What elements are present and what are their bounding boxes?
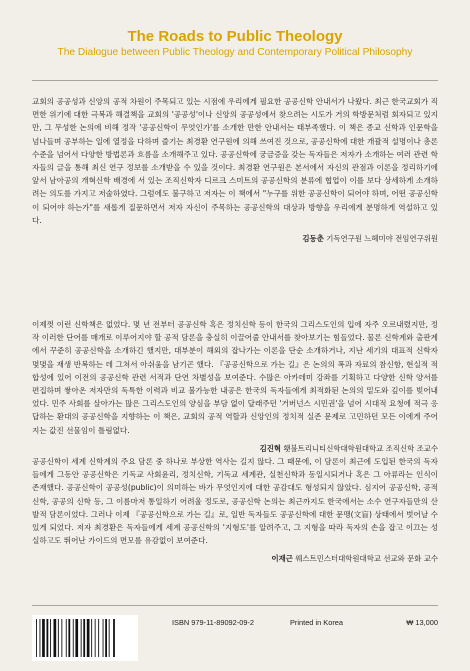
review-1-affiliation: 기독연구원 느헤미야 전임연구위원 <box>326 234 438 244</box>
review-3-attribution <box>32 553 438 564</box>
review-3-text: 공공신학이 세계 신학계의 주요 담론 중 하나로 부상한 역사는 길지 않다. 그 때문에, 이 담론이 최근에 도입된 한국의 독자들에게 그동안 공공신학은 기독교 사회윤리, 정치신학, 기독교 세계관, 실천신학과 동일시되거나 혹은 그 아류라는 인식이 존재했다. 공공신학이 공공성(public)이 의미하는 바가 무엇인지에 대한 공감대도 형성되지 않았다. 심지어 공공신학, 공적신학, 공공의 신학 등, 그 이름마저 통일하기 어려울 정도로, 공공신학 논의는 최근까지도 한국에서는 소수 연구자들만의 산발적 담론이었다. 그러나 이제 『공공신학으로 가는 길』로, 일반 독자들도 공공신학에 대한 문맹(文盲) 상태에서 벗어날 수 있게 되었다. 저자 최경환은 독자들에게 세계 공공신학의 '지형도'를 알려주고, 그 지형을 따라 독자의 손을 잡고 이끄는 성실하고도 뛰어난 가이드의 면모를 유감없이 보여준다. <box>32 457 438 546</box>
review-1-author: 김동춘 <box>302 234 324 244</box>
review-2 <box>32 318 438 454</box>
bottom-divider <box>32 605 438 606</box>
review-3 <box>32 455 438 564</box>
isbn: ISBN 979-11-89092-09-2 <box>172 618 255 627</box>
printed-in: Printed in Korea <box>290 618 343 627</box>
review-3-author: 이재근 <box>271 554 293 564</box>
review-1-text: 교회의 공공성과 신앙의 공적 차원이 주목되고 있는 시점에 우리에게 필요한 공공신학 안내서가 나왔다. 최근 한국교회가 직면한 위기에 대한 극복과 해결책을 교회의 '공공성'이나 신앙의 공공성에서 찾으려는 시도가 거의 학방문처럼 회자되고 있지만, 그 무성한 논의에 비해 정작 '공공신학이 무엇인가'를 소개한 만한 안내서는 태부족했다. 이 책은 종교 신학과 인문학을 넘나들며 공부하는 일에 열정을 다하며 즐기는 최경환 연구원에 의해 쓰여진 것으로, 공공신학에 대한 개괄적 설명이나 총론 수준을 넘어서 다양한 방법론과 흐름을 소개해주고 있다. 공공신학에 궁금증을 갖는 독자들은 저자가 소개하는 여러 관련 학자들의 글을 통해 최신 연구 정보를 소개받을 수 있을 것이다. 최경환 연구원은 본서에서 자신의 관점과 이론을 정리하기에 앞서 남아공의 개혁신학 배경에 서 있는 조직신학자 디르크 스미트의 공공신학의 분류에 협업이 이를 보다 상세하게 소개하려는 의도를 가지고 저술하였다. 그럼에도 불구하고 저자는 이 책에서 "누구를 위한 공공신학이 되어야 하며, 어떤 공공신학이 되어야 하는가"를 새롭게 질문하면서 저자 자신이 주목하는 공공신학의 대상과 방향을 우리에게 분명하게 역설하고 있다. <box>32 97 438 225</box>
review-1-attribution <box>32 233 438 244</box>
review-2-affiliation: 횃불트리니티신학대학원대학교 조직신학 조교수 <box>283 443 438 453</box>
book-subtitle: The Dialogue between Public Theology and Contemporary Political Philosophy <box>57 47 413 58</box>
review-1 <box>32 95 438 244</box>
book-title: The Roads to Public Theology <box>127 28 343 45</box>
review-2-text: 이제껏 이런 신학책은 없었다. 몇 년 전부터 공공신학 혹은 정치신학 등이 한국의 그리스도인의 입에 자주 오르내렸지만, 정작 이러한 단어를 매개로 이루어지야 할 공적 담론을 충실히 이끌어줄 안내서를 찾아보기는 힘들었다. 물론 신학계와 출판계에서 꾸준히 공공신학을 소개하긴 했지만, 대부분이 해외의 잡나가는 이론을 단순 소개하거나, 지난 세기의 대표적 신학자 몇몇을 재생 반복하는 데 그쳐서 아쉬움을 남기곤 했다. 『공공신학으로 가는 길』은 논의의 폭과 자료의 참신함, 현실적 적합성에 있어 이전의 공공신학 관련 서적과 단연 차별성을 보여준다. 수많은 아카데미 강좌를 기획하고 다양한 신학 양서를 편집하며 쌓아온 저자만의 독특한 이력과 비교 불가능한 내공은 한국의 독자들에게 최적화된 논의의 밑도와 깊이를 빚어내었다. 민주 사회를 살아가는 많은 그리스도인의 양심을 부담 없이 달래주던 '거버넌스 시민권'을 넘어 시대적 요청에 적극 응답하는 환대의 공공신학을 지향하는 이 책은, 교회의 공적 역할과 신앙인의 정치적 실존 문제로 고민하던 모든 이에게 주어지는 값진 선물임이 틀림없다. <box>32 320 438 435</box>
top-divider <box>32 80 438 81</box>
barcode <box>32 615 138 661</box>
price: ₩ 13,000 <box>406 618 438 627</box>
review-2-author: 김진혁 <box>259 443 281 453</box>
review-2-attribution <box>32 443 438 454</box>
review-3-affiliation: 웨스트민스터대학원대학교 선교와 문화 교수 <box>295 554 438 564</box>
